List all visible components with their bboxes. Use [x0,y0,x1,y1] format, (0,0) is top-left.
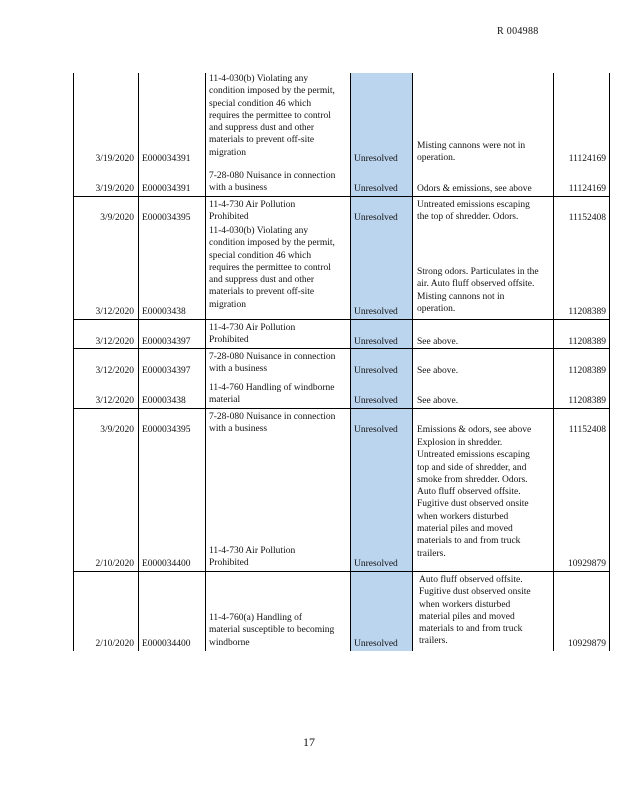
notes-cell: Emissions & odors, see above [417,425,532,435]
status-cell: Unresolved [354,307,398,317]
row-divider [73,196,610,197]
status-cell: Unresolved [354,184,398,194]
row-divider [73,319,610,320]
notes-cell: Untreated emissions escaping the top of shredder. Odors. [417,200,530,223]
complaint-number-cell: 11208389 [568,396,606,406]
date-cell: 3/12/2020 [95,366,134,376]
violation-cell: 7-28-080 Nuisance in connection with a business [209,352,336,375]
row-divider [73,571,610,572]
violation-cell: 7-28-080 Nuisance in connection with a business [209,171,336,194]
notes-cell: Odors & emissions, see above [417,184,532,194]
bates-number: R 004988 [497,26,539,37]
case-id-cell: E000034391 [142,184,191,194]
notes-cell: Strong odors. Particulates in the air. Auto fluff observed offsite. Misting cannons not in operation. [417,267,539,314]
column-divider [205,73,206,651]
notes-cell: Auto fluff observed offsite. Fugitive dust observed onsite when workers disturbed material piles and moved materials to and from truck trailers. [419,575,531,647]
status-cell: Unresolved [354,425,398,435]
date-cell: 3/19/2020 [95,184,134,194]
case-id-cell: E000034395 [142,213,191,223]
date-cell: 2/10/2020 [95,639,134,649]
date-cell: 3/12/2020 [95,396,134,406]
status-cell: Unresolved [354,213,398,223]
complaint-number-cell: 11152408 [568,213,606,223]
violation-cell: 7-28-080 Nuisance in connection with a business [209,412,336,435]
notes-cell: Explosion in shredder. Untreated emissions escaping top and side of shredder, and smoke from shredder. Odors. Auto fluff observed offsite. Fugitive dust observed onsite when workers disturbed material piles and moved materials to and from truck trailers. [417,438,530,559]
status-cell: Unresolved [354,559,398,569]
case-id-cell: E000034397 [142,337,191,347]
case-id-cell: E000034400 [142,559,191,569]
status-cell: Unresolved [354,639,398,649]
date-cell: 3/19/2020 [95,154,134,164]
status-cell: Unresolved [354,366,398,376]
column-divider [412,73,413,651]
notes-cell: See above. [417,337,459,347]
date-cell: 3/12/2020 [95,307,134,317]
status-cell: Unresolved [354,154,398,164]
date-cell: 3/9/2020 [100,213,134,223]
page-number: 17 [303,735,315,749]
complaint-number-cell: 11208389 [568,366,606,376]
complaint-number-cell: 11208389 [568,307,606,317]
notes-cell: See above. [417,366,459,376]
column-divider [350,73,351,651]
case-id-cell: E000034397 [142,366,191,376]
violation-cell: 11-4-730 Air Pollution Prohibited [209,200,296,223]
violation-cell: 11-4-730 Air Pollution Prohibited [209,546,296,569]
violation-cell: 11-4-730 Air Pollution Prohibited [209,323,296,346]
table-border-right [609,73,610,651]
complaint-number-cell: 11124169 [568,184,606,194]
complaint-number-cell: 11208389 [568,337,606,347]
case-id-cell: E000034400 [142,639,191,649]
date-cell: 3/12/2020 [95,337,134,347]
complaint-number-cell: 11152408 [568,425,606,435]
complaint-number-cell: 11124169 [568,154,606,164]
date-cell: 3/9/2020 [100,425,134,435]
complaint-number-cell: 10929879 [568,639,606,649]
row-divider [73,408,610,409]
violation-cell: 11-4-030(b) Violating any condition imposed by the permit, special condition 46 which requires the permittee to control and suppress dust and other materials to prevent off-site migration [209,74,335,158]
case-id-cell: E000034395 [142,425,191,435]
case-id-cell: E00003438 [142,307,186,317]
status-cell: Unresolved [354,396,398,406]
complaint-number-cell: 10929879 [568,559,606,569]
violation-cell: 11-4-030(b) Violating any condition imposed by the permit, special condition 46 which requires the permittee to control and suppress dust and other materials to prevent off-site migration [209,226,335,310]
notes-cell: See above. [417,396,459,406]
case-id-cell: E00003438 [142,396,186,406]
status-cell: Unresolved [354,337,398,347]
notes-cell: Misting cannons were not in operation. [417,141,526,164]
column-divider [138,73,139,651]
case-id-cell: E000034391 [142,154,191,164]
violation-cell: 11-4-760 Handling of windborne material [209,383,335,406]
date-cell: 2/10/2020 [95,559,134,569]
violation-cell: 11-4-760(a) Handling of material susceptible to becoming windborne [209,613,335,648]
